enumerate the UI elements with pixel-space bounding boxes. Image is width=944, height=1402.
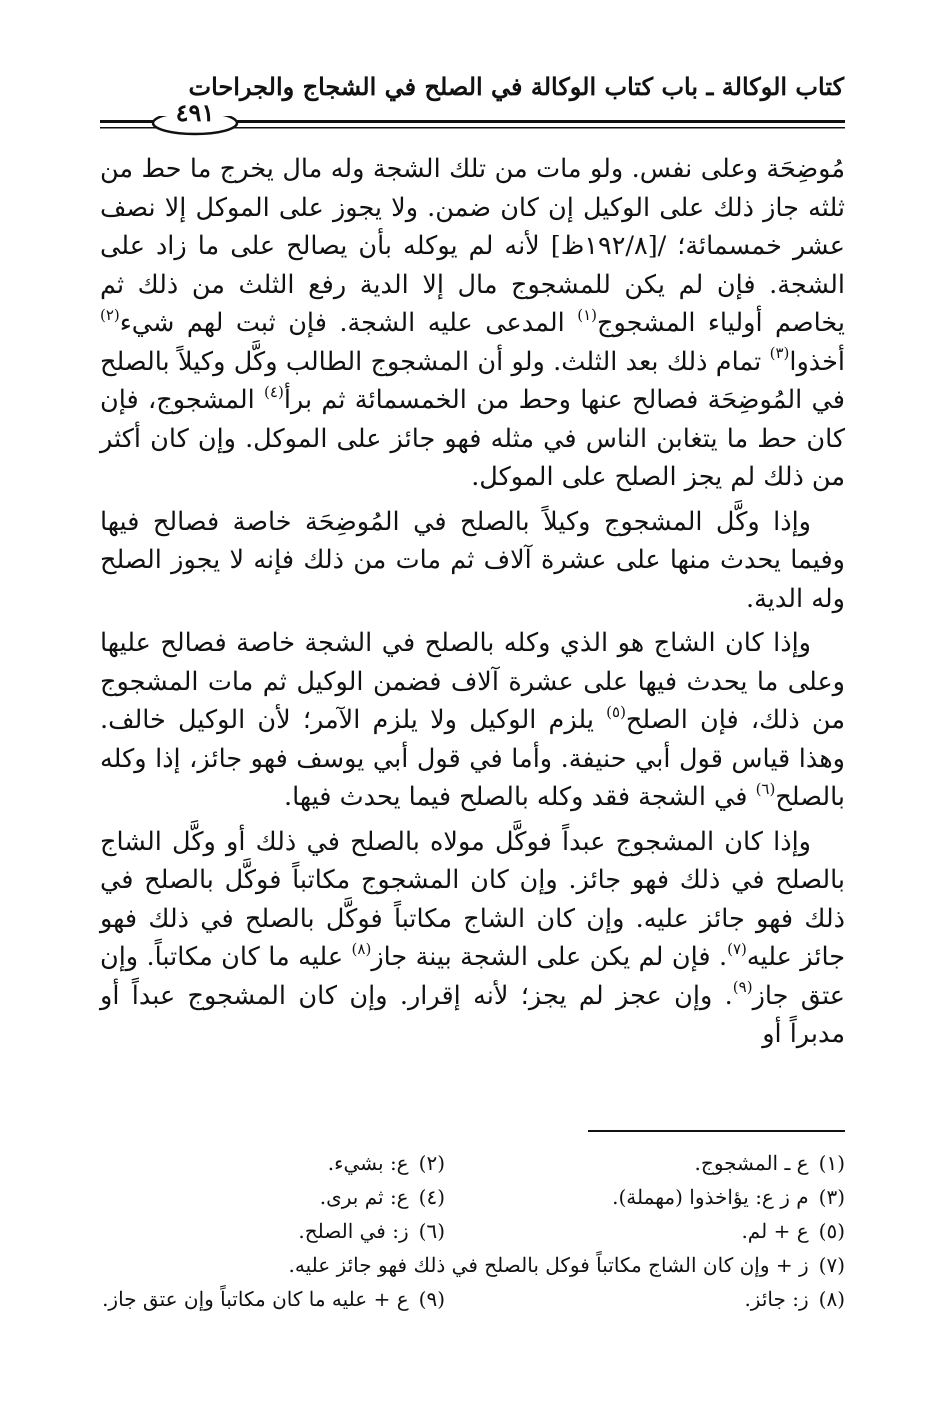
footnote-number: (٣) [818,1185,845,1209]
footnote-text: ز + وإن كان الشاج مكاتباً فوكل بالصلح في ذلك فهو جائز عليه. [288,1253,809,1277]
text-run: تمام ذلك بعد الثلث. ولو أن المشجوج الطالب وكَّل وكيلاً بالصلح في المُوضِحَة فصالح عنها وحط من الخمسمائة ثم برأ [100,346,845,415]
footnote-ref: (٤) [264,382,284,401]
text-run: المدعى عليه الشجة. فإن ثبت لهم شيء [119,308,578,338]
footnote-row [100,1214,845,1248]
footnote-text: ز: جائز. [744,1287,809,1311]
footnote [445,1214,845,1248]
footnote-text: م ز ع: يؤاخذوا (مهملة). [612,1185,809,1209]
footnote-ref: (٣) [769,344,790,362]
footnote [100,1282,445,1316]
footnote-text: ع ـ المشجوج. [694,1151,809,1175]
footnote-row [100,1180,845,1214]
footnote-number: (٤) [418,1185,445,1209]
text-run: . وإن عجز لم يجز؛ لأنه إقرار. وإن كان المشجوج عبداً أو مدبراً أو [100,980,845,1049]
footnote [445,1146,845,1180]
footnote-ref: (٧) [727,939,747,958]
main-text [100,150,845,1054]
text-run: يلزم الوكيل ولا يلزم الآمر؛ لأن الوكيل خالف. وهذا قياس قول أبي حنيفة. وأما في قول أبي يوسف فهو جائز، إذا وكله بالصلح [100,705,845,812]
footnote [445,1180,845,1214]
footnote-ref: (٩) [732,978,753,996]
footnote-text: ع + لم. [741,1219,809,1243]
footnote-ref: (٥) [606,702,626,721]
footnote-number: (٦) [418,1219,445,1243]
footnote [100,1180,445,1214]
footnote-number: (٢) [418,1151,445,1175]
text-run: وإذا كان الشاج هو الذي وكله بالصلح في الشجة خاصة فصالح عليها وعلى ما يحدث فيها على عشرة آلاف فضمن الوكيل ثم مات المشجوج من ذلك، فإن الصلح [100,628,845,735]
footnote-ref: (١) [577,305,597,324]
text-run: المشجوج، فإن كان حط ما يتغابن الناس في مثله فهو جائز على الموكل. وإن كان أكثر من ذلك لم يجز الصلح على الموكل. [100,385,845,492]
running-title: كتاب الوكالة ـ باب كتاب الوكالة في الصلح في الشجاج والجراحات [188,72,844,101]
footnote [100,1146,445,1180]
text-run: في الشجة فقد وكله بالصلح فيما يحدث فيها. [283,782,756,812]
footnotes [100,1146,845,1316]
text-run: . فإن لم يكن على الشجة بينة جاز [371,942,728,972]
footnote-ref: (٢) [100,305,120,324]
footnote-number: (٨) [818,1287,845,1311]
page-number: ٤٩١ [175,98,215,127]
footnote [445,1282,845,1316]
text-run: مُوضِحَة وعلى نفس. ولو مات من تلك الشجة وله مال يخرج ما حط من ثلثه جاز ذلك على الوكيل إن كان ضمن. ولا يجوز على الموكل إلا نصف عشر خمسمائة؛ /[١٩٢/٨ظ] لأنه لم يوكله بأن يصالح على ما زاد على الشجة. فإن لم يكن للمشجوج مال إلا الدية رفع الثلث من ذلك ثم يخاصم أولياء المشجوج [100,154,845,338]
text-run: وإذا كان المشجوج عبداً فوكَّل مولاه بالصلح في ذلك أو وكَّل الشاج بالصلح في ذلك فهو جائز. وإن كان المشجوج مكاتباً فوكَّل بالصلح في ذلك فهو جائز عليه. وإن كان الشاج مكاتباً فوكَّل بالصلح في ذلك فهو جائز عليه [100,826,846,972]
paragraph [100,150,845,497]
footnote-number: (٧) [818,1253,845,1277]
footnote-separator [588,1130,845,1132]
footnote-number: (٥) [818,1219,845,1243]
footnote-row [100,1282,845,1316]
paragraph: وإذا وكَّل المشجوج وكيلاً بالصلح في المُوضِحَة خاصة فصالح فيها وفيما يحدث منها على عشرة آلاف ثم مات من ذلك فإنه لا يجوز الصلح وله الدية. [100,506,845,614]
footnote-ref: (٨) [351,939,372,958]
text-run: أخذوا [789,346,845,377]
paragraph [100,823,845,1054]
footnote-number: (٩) [418,1287,445,1311]
footnote [100,1214,445,1248]
footnote-text: ع: ثم برى. [319,1185,409,1209]
footnote-number: (١) [818,1151,845,1175]
footnote-ref: (٦) [755,779,776,798]
paragraph [100,624,845,817]
footnote-text: ع + عليه ما كان مكاتباً وإن عتق جاز. [102,1287,409,1311]
footnote-row [100,1248,845,1282]
footnote-row [100,1146,845,1180]
footnote-text: ز: في الصلح. [298,1219,409,1243]
footnote-text: ع: بشيء. [327,1151,409,1175]
footnote [100,1248,845,1282]
text-run: عليه ما كان مكاتباً. وإن عتق جاز [100,942,845,1011]
